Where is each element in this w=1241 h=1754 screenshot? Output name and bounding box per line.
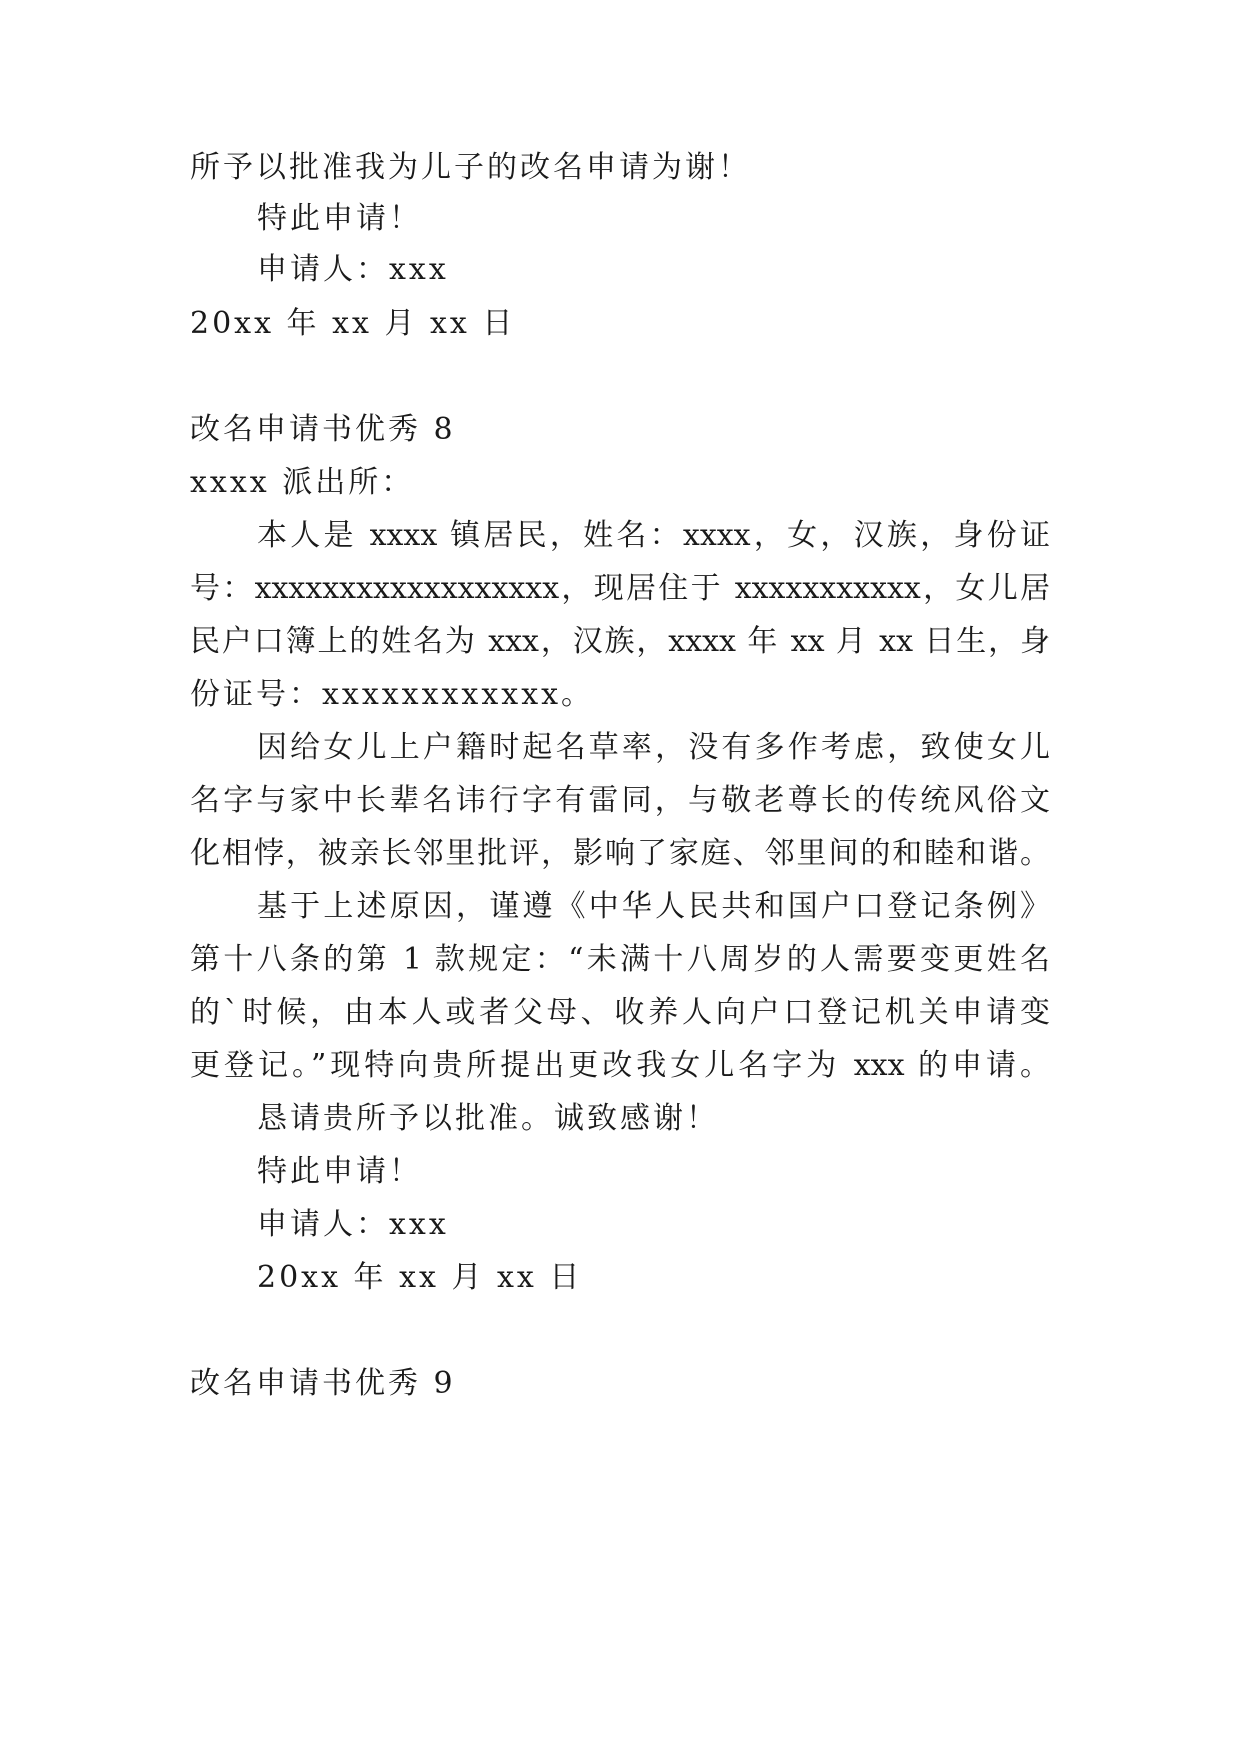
paragraph-line: 基于上述原因，谨遵《中华人民共和国户口登记条例》 — [257, 889, 1050, 924]
paragraph-line: 第十八条的第 1 款规定：“未满十八周岁的人需要变更姓名 — [190, 942, 1050, 977]
paragraph-line: 因给女儿上户籍时起名草率，没有多作考虑，致使女儿 — [257, 730, 1050, 765]
date-line: 20xx 年 xx 月 xx 日 — [190, 306, 516, 341]
date-line: 20xx 年 xx 月 xx 日 — [257, 1260, 583, 1295]
section-title: 改名申请书优秀 9 — [190, 1366, 456, 1401]
recipient-line: xxxx 派出所： — [190, 465, 415, 500]
closing-text: 特此申请！ — [257, 201, 422, 236]
applicant-line: 申请人：xxx — [257, 1207, 449, 1242]
paragraph-line: 号：xxxxxxxxxxxxxxxxxx，现居住于 xxxxxxxxxxx，女儿居 — [190, 571, 1050, 606]
paragraph-line: 本人是 xxxx 镇居民，姓名：xxxx，女，汉族，身份证 — [257, 518, 1050, 553]
paragraph-line: 民户口簿上的姓名为 xxx，汉族，xxxx 年 xx 月 xx 日生，身 — [190, 624, 1050, 659]
paragraph-line: 所予以批准我为儿子的改名申请为谢！ — [190, 150, 751, 185]
paragraph-line: 更登记。”现特向贵所提出更改我女儿名字为 xxx 的申请。 — [190, 1048, 1050, 1083]
section-title: 改名申请书优秀 8 — [190, 412, 456, 447]
applicant-line: 申请人：xxx — [257, 252, 449, 287]
request-line: 恳请贵所予以批准。诚致感谢！ — [257, 1101, 719, 1136]
closing-text: 特此申请！ — [257, 1154, 422, 1189]
paragraph-line: 的`时候，由本人或者父母、收养人向户口登记机关申请变 — [190, 995, 1050, 1030]
paragraph-line: 份证号：xxxxxxxxxxxx。 — [190, 677, 595, 712]
paragraph-line: 化相悖，被亲长邻里批评，影响了家庭、邻里间的和睦和谐。 — [190, 836, 1050, 871]
paragraph-line: 名字与家中长辈名讳行字有雷同，与敬老尊长的传统风俗文 — [190, 783, 1050, 818]
